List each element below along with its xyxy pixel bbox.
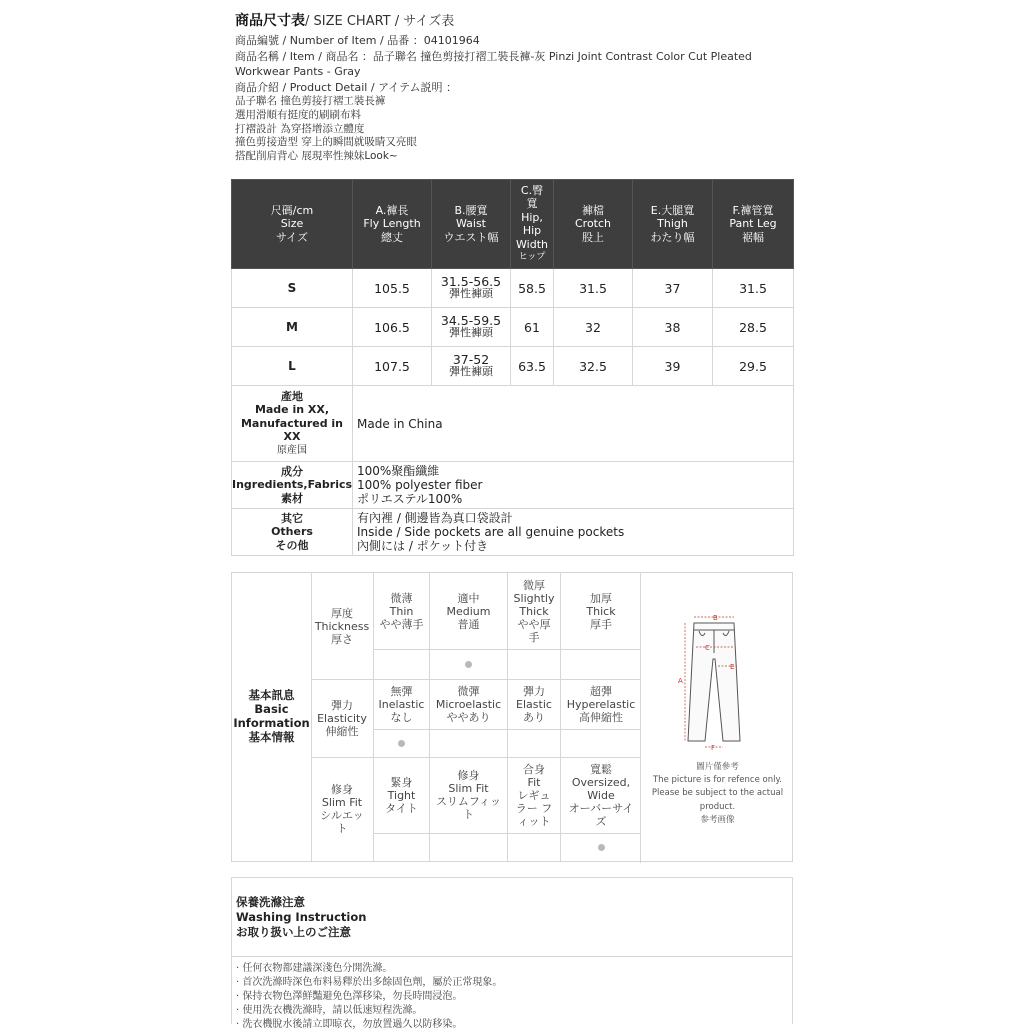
fly-length-value: 106.5	[353, 308, 432, 347]
fabric-row	[232, 462, 794, 509]
origin-value: Made in China	[353, 386, 794, 462]
waist-value	[432, 269, 511, 308]
others-line: 內側には / ポケット付き	[357, 539, 489, 553]
pant-leg-value: 29.5	[713, 347, 794, 386]
list-item: · 任何衣物都建議深淺色分開洗滌。	[236, 963, 393, 974]
opt-line: 超彈	[590, 684, 612, 698]
fit-dot-cell	[430, 833, 508, 861]
fly-length-value: 107.5	[353, 347, 432, 386]
opt-line: Tight	[387, 788, 416, 802]
opt-line: 微彈	[457, 684, 480, 698]
thickness-option-thick	[561, 573, 641, 649]
thigh-value: 38	[633, 308, 713, 347]
hip-value: 58.5	[511, 269, 554, 308]
basic-info-label	[232, 573, 312, 861]
washing-title	[236, 895, 366, 940]
opt-line: Thin	[389, 604, 414, 618]
item-number: 商品編號 / Number of Item / 品番 ：04101964	[235, 34, 480, 47]
fit-option-regular	[508, 757, 561, 833]
header-line: 裾幅	[742, 230, 764, 244]
figure-caption	[641, 761, 794, 827]
thickness-option-slightly-thick	[508, 573, 561, 649]
crotch-value: 32	[554, 308, 633, 347]
measurement-figure	[640, 573, 794, 863]
others-line: 有內裡 / 側邊皆為真口袋設計	[357, 511, 513, 525]
header-line: 褲檔	[582, 203, 604, 217]
caption-line: 参考画像	[700, 814, 735, 825]
caption-line: Please be subject to the actual	[651, 788, 784, 799]
page-title	[235, 12, 795, 31]
list-item: · 保持衣物色澤鮮豔避免色澤移染，勿長時間浸泡。	[236, 991, 463, 1002]
item-name: 商品名稱 / Item / 商品名 ：品子聯名 撞色剪接打褶工裝長褲-灰 Pinzi Joint Contrast Color Cut Pleated Workwear Pants - Gray	[235, 49, 752, 79]
label-line: 素材	[281, 491, 303, 505]
elasticity-option-hyperelastic	[561, 679, 641, 729]
hip-value: 61	[511, 308, 554, 347]
opt-line: 適中	[457, 591, 480, 605]
opt-line: なし	[390, 710, 413, 724]
header-hip	[511, 180, 554, 269]
fabric-value	[353, 462, 794, 509]
label-c: C	[705, 644, 710, 652]
label-line: Manufactured in	[240, 416, 344, 430]
opt-line: Elastic	[516, 697, 552, 711]
header-line: Hip	[522, 224, 542, 237]
detail-label: 商品介紹 / Product Detail / アイテム説明 ：	[235, 80, 458, 94]
product-header	[235, 12, 795, 163]
opt-line: Microelastic	[435, 697, 502, 711]
crotch-value: 32.5	[554, 347, 633, 386]
opt-line: あり	[523, 710, 545, 724]
header-crotch	[554, 180, 633, 269]
thickness-option-medium	[430, 573, 508, 649]
size-label: M	[232, 308, 353, 347]
opt-line: タイト	[385, 801, 418, 815]
fit-option-oversized	[561, 757, 641, 833]
others-line: Inside / Side pockets are all genuine pockets	[357, 525, 625, 539]
opt-line: 厚手	[589, 617, 612, 631]
label-line: 原産国	[277, 444, 307, 456]
table-row	[232, 269, 794, 308]
elasticity-dot-cell	[508, 729, 561, 757]
header-line: わたり幅	[650, 230, 695, 244]
header-line: 總丈	[381, 230, 403, 244]
waist-range: 31.5-56.5	[440, 274, 502, 289]
header-line: サイズ	[275, 230, 309, 244]
label-line: Made in XX,	[254, 403, 330, 417]
header-line: B.腰寬	[454, 203, 488, 217]
header-line: ヒップ	[518, 252, 546, 262]
pant-leg-value: 28.5	[713, 308, 794, 347]
pants-diagram-icon	[641, 573, 794, 758]
fit-name	[311, 757, 374, 861]
fit-dot-cell	[374, 833, 430, 861]
opt-line: オーバーサイ	[568, 801, 634, 815]
elasticity-option-inelastic	[374, 679, 430, 729]
washing-instruction	[231, 877, 793, 1030]
label-e: E	[730, 663, 735, 671]
opt-line: Hyperelastic	[566, 697, 636, 711]
title-rest: / SIZE CHART / サイズ表	[305, 14, 455, 29]
opt-line: Wide	[587, 788, 615, 802]
name-line: 修身	[330, 783, 353, 796]
size-label: L	[232, 347, 353, 386]
header-fly-length	[353, 180, 432, 269]
fabric-label	[232, 462, 353, 509]
opt-line: Slim Fit	[448, 782, 489, 795]
others-label	[232, 509, 353, 556]
opt-line: 微厚	[523, 578, 545, 592]
label-line: Ingredients,Fabrics	[232, 478, 353, 492]
detail-line: 搭配削肩背心 展現率性辣妹Look~	[235, 149, 398, 162]
detail-line: 打褶設計 為穿搭增添立體度	[235, 122, 365, 135]
waist-value	[432, 308, 511, 347]
selected-dot	[465, 661, 472, 668]
elasticity-dot-cell	[430, 729, 508, 757]
list-item: · 首次洗滌時深色布料易釋於出多餘固色劑，屬於正常現象。	[236, 977, 503, 988]
header-line: Waist	[455, 217, 486, 231]
header-thigh	[633, 180, 713, 269]
thickness-dot-cell	[508, 649, 561, 679]
opt-line: 微薄	[390, 591, 413, 605]
name-line: シルエッ	[320, 809, 364, 822]
fabric-line: 100% polyester fiber	[357, 478, 483, 492]
label-line: Basic	[254, 702, 289, 717]
opt-line: やや薄手	[379, 617, 424, 631]
elasticity-option-microelastic	[430, 679, 508, 729]
caption-line: product.	[699, 801, 736, 812]
selected-dot	[598, 844, 605, 851]
thigh-value: 37	[633, 269, 713, 308]
fit-attribute	[311, 757, 641, 861]
label-line: 其它	[281, 511, 303, 525]
elasticity-name	[311, 679, 374, 757]
header-pant-leg	[713, 180, 794, 269]
opt-line: Fit	[527, 775, 541, 789]
thigh-value: 39	[633, 347, 713, 386]
opt-line: 彈力	[523, 684, 545, 698]
title-line: 保養洗滌注意	[236, 895, 305, 909]
waist-note: 彈性褲頭	[449, 287, 493, 300]
header-waist	[432, 180, 511, 269]
detail-line: 品子聯名 撞色剪接打褶工裝長褲	[235, 95, 386, 108]
fit-dot-cell	[561, 833, 641, 861]
caption-line: The picture is for refence only.	[652, 775, 782, 786]
detail-line: 撞色剪接造型 穿上的瞬間就吸睛又亮眼	[235, 136, 417, 149]
thickness-name	[311, 573, 374, 679]
header-line: Pant Leg	[729, 217, 777, 231]
waist-value	[432, 347, 511, 386]
opt-line: やや厚	[517, 617, 551, 631]
opt-line: ラー フ	[515, 801, 553, 815]
header-line: 尺碼/cm	[270, 203, 314, 217]
thickness-dot-cell	[374, 649, 430, 679]
header-line: A.褲長	[375, 203, 409, 217]
header-line: Crotch	[574, 217, 612, 231]
header-line: F.褲管寬	[732, 203, 774, 217]
size-table-header	[232, 180, 794, 269]
name-line: 伸縮性	[325, 724, 359, 738]
hip-value: 63.5	[511, 347, 554, 386]
name-line: Elasticity	[317, 711, 367, 725]
header-line: E.大腿寬	[650, 203, 695, 217]
header-line: Fly Length	[363, 217, 421, 231]
name-line: 厚度	[331, 606, 353, 620]
label-line: XX	[283, 430, 301, 444]
pant-leg-value: 31.5	[713, 269, 794, 308]
fly-length-value: 105.5	[353, 269, 432, 308]
opt-line: レギュ	[517, 788, 551, 802]
opt-line: 手	[528, 630, 540, 644]
title-line: お取り扱い上のご注意	[236, 925, 351, 939]
label-b: B	[713, 614, 718, 622]
header-line: ウエスト幅	[443, 230, 499, 244]
title-bold: 商品尺寸表	[235, 13, 305, 29]
header-line: Width	[516, 237, 548, 251]
thickness-dot-cell	[430, 649, 508, 679]
size-table	[231, 179, 794, 556]
label-f: F	[711, 744, 716, 752]
opt-line: Medium	[446, 604, 491, 618]
header-line: 寬	[526, 197, 538, 210]
fit-dot-cell	[508, 833, 561, 861]
title-line: Washing Instruction	[236, 910, 367, 924]
washing-notes	[236, 962, 502, 1032]
opt-line: Thick	[586, 604, 616, 618]
waist-range: 37-52	[452, 352, 490, 367]
others-row	[232, 509, 794, 556]
opt-line: Inelastic	[378, 697, 425, 711]
opt-line: 合身	[523, 762, 545, 776]
origin-row	[232, 386, 794, 462]
name-line: 厚さ	[331, 632, 353, 646]
opt-line: ィット	[517, 814, 551, 828]
name-line: 彈力	[331, 698, 353, 712]
origin-label	[232, 386, 353, 462]
others-value	[353, 509, 794, 556]
label-line: 產地	[281, 389, 303, 403]
header-line: Hip,	[521, 210, 543, 224]
opt-line: 普通	[457, 617, 480, 631]
divider	[232, 956, 792, 957]
list-item: · 使用洗衣機洗滌時，請以低速短程洗滌。	[236, 1005, 423, 1016]
waist-note: 彈性褲頭	[449, 365, 493, 378]
waist-range: 34.5-59.5	[440, 313, 502, 328]
name-line: ト	[336, 822, 348, 835]
thickness-option-thin	[374, 573, 430, 649]
label-line: その他	[275, 538, 309, 552]
size-label: S	[232, 269, 353, 308]
detail-line: 選用滑順有挺度的刷刷布料	[235, 108, 361, 121]
opt-line: 緊身	[390, 775, 413, 789]
opt-line: 修身	[457, 769, 480, 782]
fabric-line: ポリエステル100%	[357, 492, 463, 506]
opt-line: ト	[463, 808, 474, 821]
elasticity-dot-cell	[561, 729, 641, 757]
basic-information	[231, 572, 793, 862]
fit-option-slim	[430, 757, 508, 833]
opt-line: Slightly	[513, 591, 555, 605]
opt-line: スリムフィッ	[435, 795, 502, 808]
opt-line: 高伸縮性	[579, 710, 623, 724]
label-line: Information	[233, 716, 310, 730]
crotch-value: 31.5	[554, 269, 633, 308]
opt-line: Oversized,	[571, 775, 631, 789]
waist-note: 彈性褲頭	[449, 326, 493, 339]
table-row	[232, 347, 794, 386]
elasticity-dot-cell	[374, 729, 430, 757]
label-a: A	[678, 677, 683, 685]
opt-line: 無彈	[390, 684, 413, 698]
product-details	[235, 95, 795, 163]
fabric-line: 100%聚酯纖維	[357, 464, 440, 478]
caption-line: 圖片僅參考	[696, 762, 739, 772]
header-line: Thigh	[657, 217, 688, 231]
header-line: 股上	[582, 230, 604, 244]
name-line: Slim Fit	[321, 796, 363, 809]
opt-line: 加厚	[589, 591, 612, 605]
thickness-attribute	[311, 573, 641, 680]
table-row	[232, 308, 794, 347]
header-size	[232, 180, 353, 269]
opt-line: ややあり	[446, 710, 491, 724]
opt-line: 寬鬆	[590, 762, 612, 776]
opt-line: ズ	[595, 814, 607, 828]
elasticity-attribute	[311, 679, 641, 758]
selected-dot	[398, 740, 405, 747]
label-line: 基本訊息	[248, 688, 295, 703]
label-line: Others	[271, 525, 313, 539]
header-line: C.臀	[520, 183, 544, 197]
label-line: 基本情報	[248, 729, 295, 744]
thickness-dot-cell	[561, 649, 641, 679]
label-line: 成分	[281, 464, 303, 478]
opt-line: Thick	[519, 604, 549, 618]
name-line: Thickness	[314, 619, 370, 633]
fit-option-tight	[374, 757, 430, 833]
header-line: Size	[280, 217, 304, 231]
elasticity-option-elastic	[508, 679, 561, 729]
list-item: · 洗衣機脫水後請立即晾衣，勿放置過久以防移染。	[236, 1019, 463, 1030]
